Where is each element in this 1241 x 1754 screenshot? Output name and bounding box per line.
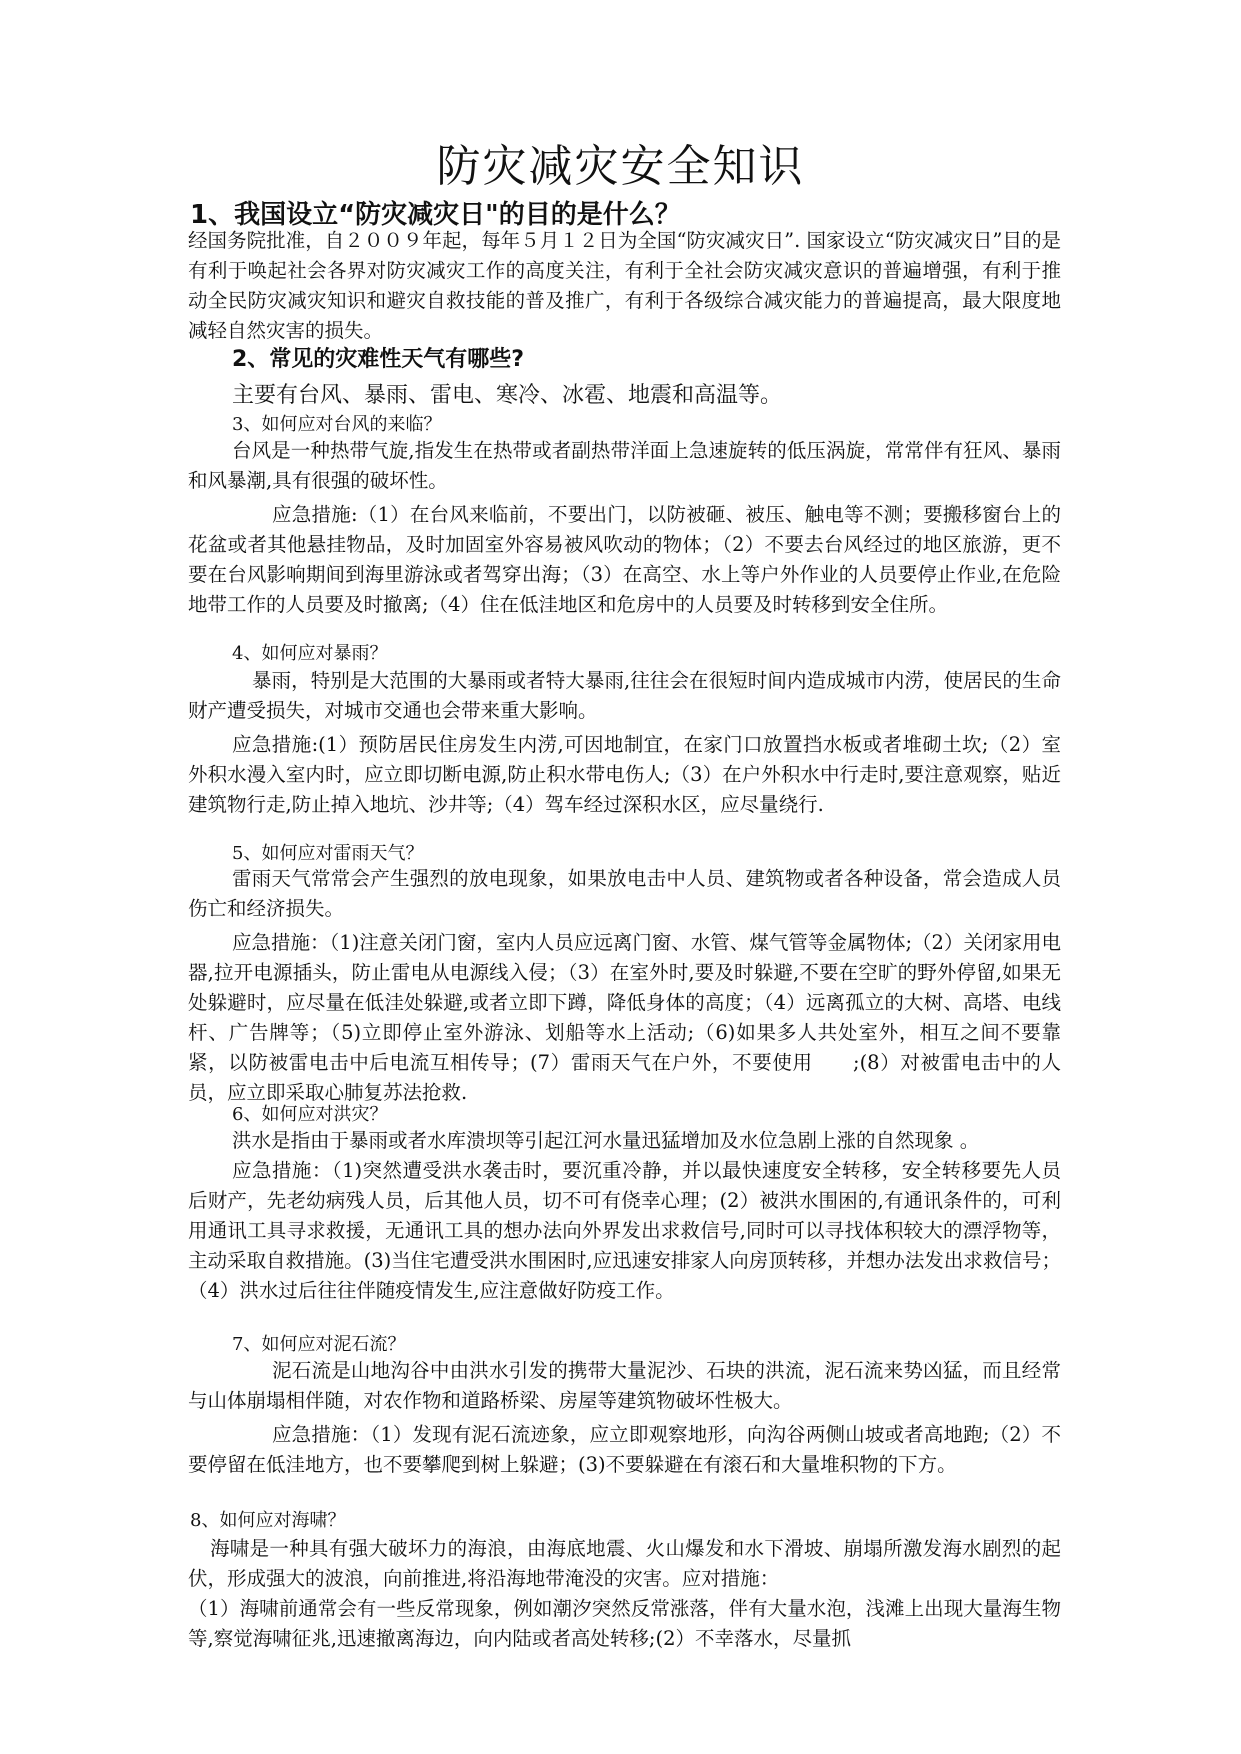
q3-paragraph-2: 应急措施:（1）在台风来临前，不要出门，以防被砸、被压、触电等不测；要搬移窗台上的花盆或者其他悬挂物品，及时加固室外容易被风吹动的物体；（2）不要去台风经过的地区旅游，更不要在台风影响期间到海里游泳或者驾穿出海；（3）在高空、水上等户外作业的人员要停止作业,在危险地带工作的人员要及时撤离;（4）住在低洼地区和危房中的人员要及时转移到安全住所。: [188, 503, 1061, 616]
q5-paragraph-2: 应急措施：（1)注意关闭门窗，室内人员应远离门窗、水管、煤气管等金属物体;（2）关闭家用电器,拉开电源插头，防止雷电从电源线入侵；（3）在室外时,要及时躲避,不要在空旷的野外停留,如果无处躲避时，应尽量在低洼处躲避,或者立即下蹲，降低身体的高度；（4）远离孤立的大树、高塔、电线杆、广告牌等；（5)立即停止室外游泳、划船等水上活动;（6)如果多人共处室外，相互之间不要靠紧，以防被雷电击中后电流互相传导；(7）雷雨天气在户外，不要使用 ;(8）对被雷电击中的人员，应立即采取心肺复苏法抢救.: [188, 931, 1061, 1104]
q4-body: [188, 666, 1061, 820]
q8-paragraph-1: 海啸是一种具有强大破坏力的海浪，由海底地震、火山爆发和水下滑坡、崩塌所激发海水剧烈的起伏，形成强大的波浪，向前推进,将沿海地带淹没的灾害。应对措施：: [188, 1537, 1061, 1590]
q7-paragraph-2: 应急措施：（1）发现有泥石流迹象，应立即观察地形，向沟谷两侧山坡或者高地跑;（2）不要停留在低洼地方，也不要攀爬到树上躲避；(3)不要躲避在有滚石和大量堆积物的下方。: [188, 1423, 1061, 1476]
q7-paragraph-1: 泥石流是山地沟谷中由洪水引发的携带大量泥沙、石块的洪流，泥石流来势凶猛，而且经常与山体崩塌相伴随，对农作物和道路桥梁、房屋等建筑物破坏性极大。: [188, 1359, 1061, 1412]
q8-body: [188, 1534, 1061, 1654]
q2-heading: 2、常见的灾难性天气有哪些?: [232, 347, 525, 372]
q8-paragraph-2: （1）海啸前通常会有一些反常现象，例如潮汐突然反常涨落，伴有大量水泡，浅滩上出现大量海生物等,察觉海啸征兆,迅速撤离海边，向内陆或者高处转移;(2）不幸落水，尽量抓: [188, 1597, 1061, 1650]
q3-heading: 3、如何应对台风的来临？: [232, 414, 442, 435]
q6-paragraph-2: 应急措施：（1)突然遭受洪水袭击时，要沉重冷静，并以最快速度安全转移，安全转移要先人员后财产，先老幼病残人员，后其他人员，切不可有侥幸心理；(2）被洪水围困的,有通讯条件的，可利用通讯工具寻求救援，无通讯工具的想办法向外界发出求救信号,同时可以寻找体积较大的漂浮物等，主动采取自救措施。(3)当住宅遭受洪水围困时,应迅速安排家人向房顶转移，并想办法发出求救信号；（4）洪水过后往往伴随疫情发生,应注意做好防疫工作。: [188, 1159, 1061, 1302]
q8-heading: 8、如何应对海啸？: [190, 1510, 346, 1531]
q1-answer-text: 经国务院批准，自２００９年起，每年５月１２日为全国“防灾减灾日”. 国家设立“防灾减灾日”目的是有利于唤起社会各界对防灾减灾工作的高度关注，有利于全社会防灾减灾意识的普遍增强，有利于推动全民防灾减灾知识和避灾自救技能的普及推广，有利于各级综合减灾能力的普遍提高，最大限度地减轻自然灾害的损失。: [188, 229, 1061, 342]
q6-paragraph-1: 洪水是指由于暴雨或者水库溃坝等引起江河水量迅猛增加及水位急剧上涨的自然现象 。: [232, 1129, 980, 1152]
q4-paragraph-1: 暴雨，特别是大范围的大暴雨或者特大暴雨,往往会在很短时间内造成城市内涝，使居民的生命财产遭受损失，对城市交通也会带来重大影响。: [188, 669, 1061, 722]
q4-paragraph-2: 应急措施:(1）预防居民住房发生内涝,可因地制宜，在家门口放置挡水板或者堆砌土坎;（2）室外积水漫入室内时，应立即切断电源,防止积水带电伤人;（3）在户外积水中行走时,要注意观察，贴近建筑物行走,防止掉入地坑、沙井等;（4）驾车经过深积水区，应尽量绕行.: [188, 733, 1061, 816]
q5-body: [188, 864, 1061, 1108]
q6-body: [188, 1126, 1061, 1306]
q7-heading: 7、如何应对泥石流？: [232, 1334, 406, 1355]
q1-heading: 1、我国设立“防灾减灾日"的目的是什么？: [190, 200, 681, 230]
q5-paragraph-1: 雷雨天气常常会产生强烈的放电现象，如果放电击中人员、建筑物或者各种设备，常会造成人员伤亡和经济损失。: [188, 867, 1061, 920]
document-title: 防灾减灾安全知识: [436, 141, 805, 192]
q2-answer: 主要有台风、暴雨、雷电、寒冷、冰雹、地震和高温等。: [232, 383, 783, 408]
q3-paragraph-1: 台风是一种热带气旋,指发生在热带或者副热带洋面上急速旋转的低压涡旋，常常伴有狂风、暴雨和风暴潮,具有很强的破坏性。: [188, 439, 1061, 492]
q5-heading: 5、如何应对雷雨天气？: [232, 843, 424, 864]
q3-body: [188, 436, 1061, 620]
q1-answer: [188, 226, 1061, 346]
q4-heading: 4、如何应对暴雨？: [232, 643, 388, 664]
q7-body: [188, 1356, 1061, 1480]
q6-heading: 6、如何应对洪灾？: [232, 1104, 388, 1125]
